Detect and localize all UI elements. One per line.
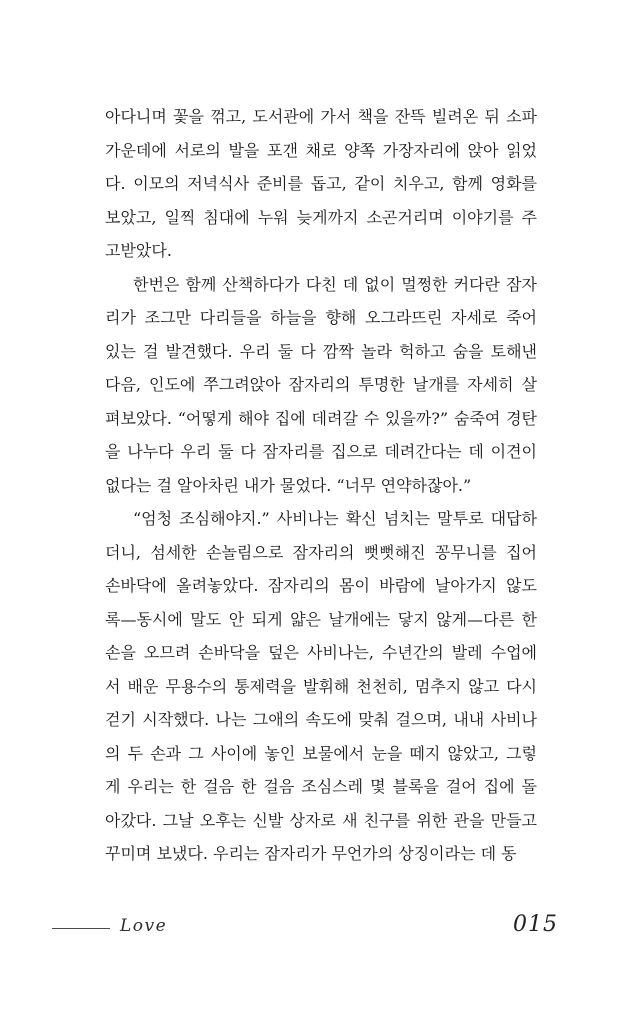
running-title: Love bbox=[120, 916, 168, 936]
text-line: 펴보았다. “어떻게 해야 집에 데려갈 수 있을까?” 숨죽여 경탄 bbox=[105, 408, 537, 428]
text-line: “엄청 조심해야지.” 사비나는 확신 넘치는 말투로 대답하 bbox=[133, 509, 537, 528]
text-line: 한번은 함께 산책하다가 다친 데 없이 멀쩡한 커다란 잠자 bbox=[133, 274, 537, 294]
text-line: 다음, 인도에 쭈그려앉아 잠자리의 투명한 날개를 자세히 살 bbox=[105, 375, 537, 394]
text-line: 다. 이모의 저녁식사 준비를 돕고, 같이 치우고, 함께 영화를 bbox=[105, 174, 537, 193]
paragraph bbox=[105, 100, 537, 268]
text-line: 아갔다. 그날 오후는 신발 상자로 새 친구를 위한 관을 만들고 bbox=[105, 810, 537, 830]
text-line: 서 배운 무용수의 통제력을 발휘해 천천히, 멈추지 않고 다시 bbox=[105, 676, 537, 696]
paragraph bbox=[105, 268, 537, 503]
text-line: 을 나누다 우리 둘 다 잠자리를 집으로 데려간다는 데 이견이 bbox=[105, 442, 537, 461]
text-line: 록—동시에 말도 안 되게 얇은 날개에는 닿지 않게—다른 한 bbox=[105, 609, 537, 629]
text-line: 더니, 섬세한 손놀림으로 잠자리의 뻣뻣해진 꽁무니를 집어 bbox=[105, 542, 537, 562]
text-line: 걷기 시작했다. 나는 그애의 속도에 맞춰 걸으며, 내내 사비나 bbox=[105, 710, 537, 729]
text-line: 아다니며 꽃을 꺾고, 도서관에 가서 책을 잔뜩 빌려온 뒤 소파 bbox=[105, 107, 537, 126]
text-line: 의 두 손과 그 사이에 놓인 보물에서 눈을 떼지 않았고, 그렇 bbox=[105, 743, 537, 763]
page-footer bbox=[0, 910, 640, 950]
text-line: 손바닥에 올려놓았다. 잠자리의 몸이 바람에 날아가지 않도 bbox=[105, 576, 537, 595]
text-line: 있는 걸 발견했다. 우리 둘 다 깜짝 놀라 헉하고 숨을 토해낸 bbox=[105, 341, 537, 361]
text-line: 없다는 걸 알아차린 내가 물었다. “너무 연약하잖아.” bbox=[105, 475, 472, 495]
text-line: 손을 오므려 손바닥을 덮은 사비나는, 수년간의 발레 수업에 bbox=[105, 643, 537, 662]
page-number: 015 bbox=[513, 912, 558, 937]
text-line: 게 우리는 한 걸음 한 걸음 조심스레 몇 블록을 걸어 집에 돌 bbox=[105, 777, 537, 796]
text-line: 가운데에 서로의 발을 포갠 채로 양쪽 가장자리에 앉아 읽었 bbox=[105, 140, 537, 160]
paragraph bbox=[105, 502, 537, 871]
text-line: 리가 조그만 다리들을 하늘을 향해 오그라뜨린 자세로 죽어 bbox=[105, 308, 537, 327]
footer-divider-line bbox=[52, 928, 110, 929]
text-line: 고받았다. bbox=[105, 241, 172, 260]
body-text bbox=[105, 100, 537, 871]
text-line: 꾸미며 보냈다. 우리는 잠자리가 무언가의 상징이라는 데 동 bbox=[105, 844, 517, 863]
text-line: 보았고, 일찍 침대에 누워 늦게까지 소곤거리며 이야기를 주 bbox=[105, 207, 537, 227]
